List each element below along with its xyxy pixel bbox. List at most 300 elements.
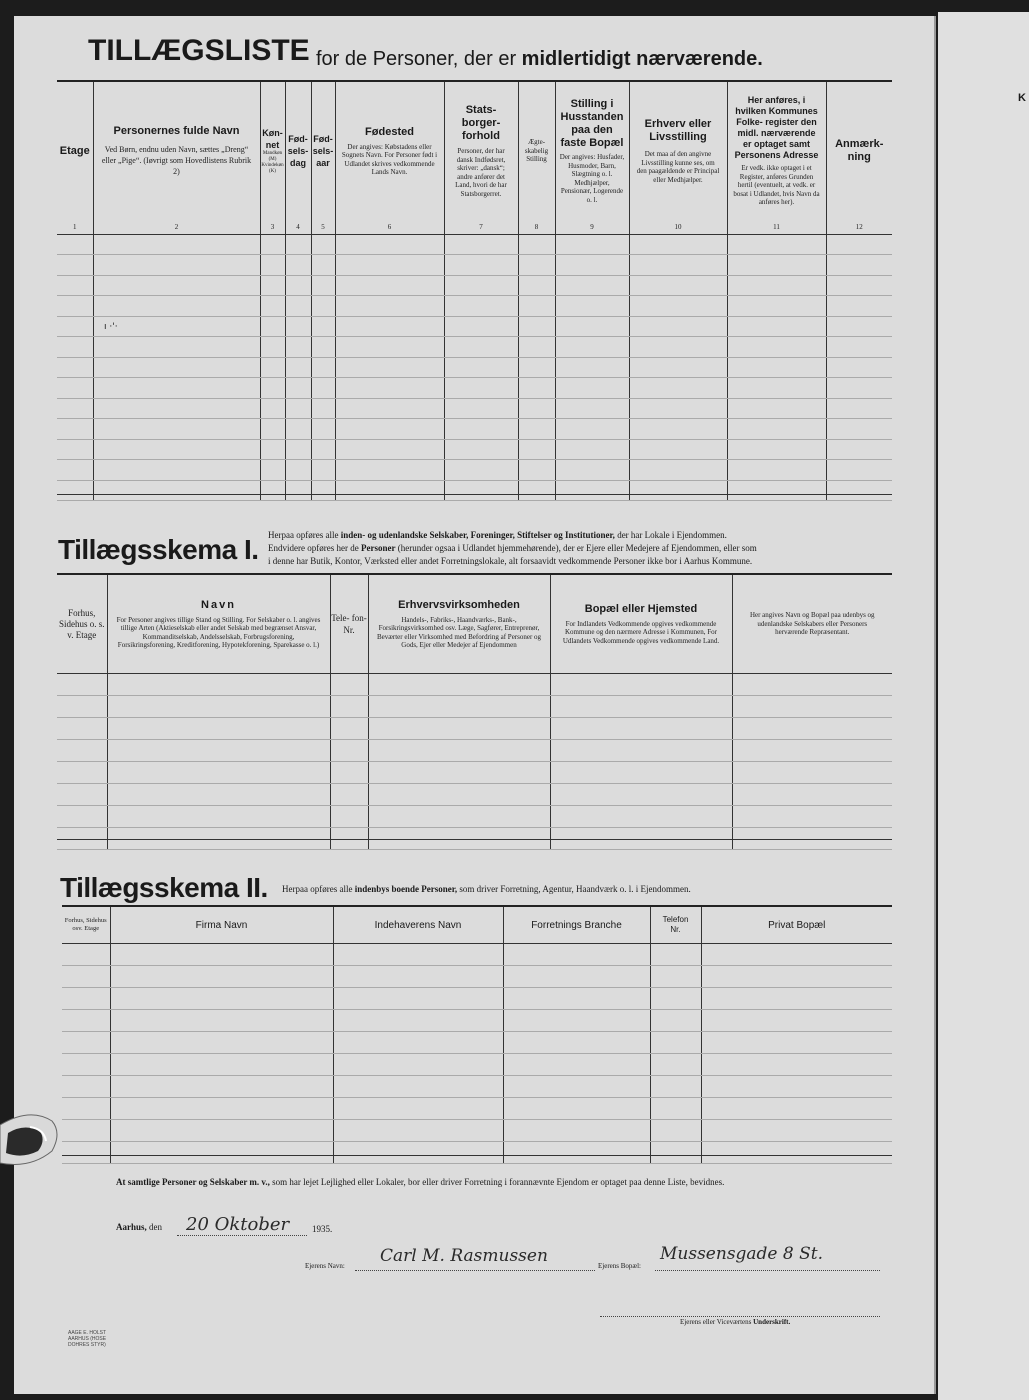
table-cell[interactable] — [727, 234, 826, 255]
table-cell[interactable] — [93, 296, 260, 317]
table-cell[interactable] — [444, 378, 518, 399]
date-line: Aarhus, den — [116, 1222, 163, 1232]
table-cell[interactable] — [333, 1032, 503, 1054]
table-cell[interactable] — [826, 460, 892, 481]
table-cell[interactable] — [503, 1142, 650, 1164]
table-cell[interactable] — [110, 988, 333, 1010]
skema2-description: Herpaa opføres alle indenbys boende Personer, som driver Forretning, Agentur, Haandværk o. l. i Ejendommen. — [282, 884, 691, 894]
table-cell[interactable] — [335, 337, 444, 358]
table-cell[interactable] — [555, 480, 629, 501]
table-cell[interactable] — [107, 718, 330, 740]
table-cell[interactable] — [57, 439, 93, 460]
table-cell[interactable] — [285, 337, 311, 358]
table-cell[interactable] — [62, 944, 110, 966]
table-cell[interactable] — [333, 1120, 503, 1142]
table-row — [62, 1142, 892, 1164]
table-cell[interactable] — [285, 316, 311, 337]
table-cell[interactable] — [555, 255, 629, 276]
table-cell[interactable] — [330, 762, 368, 784]
table-cell[interactable] — [57, 480, 93, 501]
table-cell[interactable] — [555, 439, 629, 460]
table-cell[interactable] — [333, 1010, 503, 1032]
table-cell[interactable] — [518, 460, 555, 481]
table-cell[interactable] — [727, 275, 826, 296]
table-cell[interactable] — [260, 234, 285, 255]
table-cell[interactable] — [518, 357, 555, 378]
table-cell[interactable] — [57, 255, 93, 276]
table-cell[interactable] — [110, 1010, 333, 1032]
table-cell[interactable] — [518, 398, 555, 419]
table-cell[interactable] — [503, 944, 650, 966]
table-cell[interactable] — [550, 718, 732, 740]
table-cell[interactable] — [826, 296, 892, 317]
table-cell[interactable] — [444, 398, 518, 419]
table-cell[interactable] — [650, 944, 701, 966]
table-cell[interactable] — [727, 337, 826, 358]
table-cell[interactable] — [629, 296, 727, 317]
table-cell[interactable] — [57, 337, 93, 358]
table-row — [62, 966, 892, 988]
table-cell[interactable] — [555, 316, 629, 337]
table-cell[interactable] — [285, 234, 311, 255]
skema1-title: Tillægsskema I. — [58, 534, 259, 565]
table-cell[interactable] — [93, 255, 260, 276]
table-cell[interactable] — [518, 255, 555, 276]
table-row — [57, 378, 892, 399]
table-cell[interactable] — [333, 1098, 503, 1120]
table-cell[interactable] — [62, 1032, 110, 1054]
table-cell[interactable] — [732, 762, 892, 784]
table-row — [62, 1010, 892, 1032]
table-cell[interactable] — [93, 337, 260, 358]
table-cell[interactable] — [57, 316, 93, 337]
table-cell[interactable] — [368, 784, 550, 806]
table-row — [57, 784, 892, 806]
table-row — [57, 718, 892, 740]
table-cell[interactable] — [826, 419, 892, 440]
table-cell[interactable] — [62, 1076, 110, 1098]
table-cell[interactable] — [727, 378, 826, 399]
table-cell[interactable] — [57, 275, 93, 296]
table-cell[interactable] — [260, 419, 285, 440]
table-cell[interactable] — [285, 296, 311, 317]
table-cell[interactable] — [335, 316, 444, 337]
table-cell[interactable] — [335, 439, 444, 460]
tillaegsliste-table — [57, 80, 892, 501]
table-cell[interactable] — [62, 1054, 110, 1076]
table-cell[interactable] — [503, 1010, 650, 1032]
table-cell[interactable] — [260, 316, 285, 337]
skema1-header-row: Forhus, Sidehus o. s. v. Etage Navn For Personer angives tillige Stand og Stilling. For Selskaber o. l. angives tillige Arten (Aktieselskab eller andet Selskab med begrænset Ansvar, Kommanditselskab, Andelsselskab, Forbrugsforening, Forsikringsforening, Kreditforening, Hypotekforening, Sparekasse o. l.) Tele- fon- Nr. Erhvervsvirksomheden Handels-, Fabriks-, Haandværks-, Bank-, Forsikringsvirksomhed osv. Læge, Sagfører, Entreprenør, Beværter eller Virksomhed med Befordring af Personer og Gods, Ejer eller Medejer af Ejendommen Bopæl eller Hjemsted For Indlandets Vedkommende opgives vedkommende Kommune og den nærmere Adresse i Kommunen, For Udlandets Vedkommende opgives vedkommende Land. Her angives Navn og Bopæl paa udenbys og udenlandske Selskabers eller Personers herværende Repræsentant. — [57, 574, 892, 674]
table-cell[interactable] — [444, 480, 518, 501]
table-cell[interactable] — [629, 439, 727, 460]
table-cell[interactable] — [93, 316, 260, 337]
table-cell[interactable] — [826, 398, 892, 419]
table-cell[interactable] — [550, 674, 732, 696]
table-cell[interactable] — [518, 439, 555, 460]
table-cell[interactable] — [518, 316, 555, 337]
table-cell[interactable] — [260, 296, 285, 317]
table-cell[interactable] — [650, 1010, 701, 1032]
attestation-statement: At samtlige Personer og Selskaber m. v., som har lejet Lejlighed eller Lokaler, bor eller driver Forretning i forannævnte Ejendom er optaget paa denne Liste, bevidnes. — [116, 1177, 725, 1187]
table-cell[interactable] — [311, 439, 335, 460]
table-cell[interactable] — [555, 337, 629, 358]
table-cell[interactable] — [503, 1076, 650, 1098]
table-cell[interactable] — [444, 419, 518, 440]
table-cell[interactable] — [826, 357, 892, 378]
table-cell[interactable] — [701, 1098, 892, 1120]
table-cell[interactable] — [444, 439, 518, 460]
table-cell[interactable] — [555, 460, 629, 481]
table-cell[interactable] — [335, 398, 444, 419]
table-cell[interactable] — [629, 419, 727, 440]
table-cell[interactable] — [285, 460, 311, 481]
table-cell[interactable] — [311, 316, 335, 337]
table-cell[interactable] — [57, 460, 93, 481]
table-cell[interactable] — [727, 398, 826, 419]
table-cell[interactable] — [93, 234, 260, 255]
skema1-table — [57, 573, 892, 850]
table-cell[interactable] — [518, 480, 555, 501]
table-cell[interactable] — [368, 674, 550, 696]
table-cell[interactable] — [333, 944, 503, 966]
table-cell[interactable] — [650, 988, 701, 1010]
table-cell[interactable] — [550, 806, 732, 828]
table-row — [57, 357, 892, 378]
table-cell[interactable] — [368, 806, 550, 828]
table-cell[interactable] — [650, 1076, 701, 1098]
table-row — [62, 1098, 892, 1120]
table-cell[interactable] — [650, 1142, 701, 1164]
col-head-navn: Personernes fulde Navn — [113, 125, 240, 137]
table-cell[interactable] — [93, 398, 260, 419]
table-row — [62, 988, 892, 1010]
table-cell[interactable] — [333, 1054, 503, 1076]
table-cell[interactable] — [311, 357, 335, 378]
table-cell[interactable] — [368, 696, 550, 718]
table-cell[interactable] — [93, 378, 260, 399]
table-cell[interactable] — [629, 337, 727, 358]
table-row — [57, 398, 892, 419]
table-row — [57, 234, 892, 255]
table-cell[interactable] — [444, 460, 518, 481]
table-cell[interactable] — [110, 1142, 333, 1164]
owner-name-label: Ejerens Navn: — [305, 1262, 345, 1270]
table-cell[interactable] — [650, 1098, 701, 1120]
table-cell[interactable] — [57, 234, 93, 255]
table-cell[interactable] — [701, 1076, 892, 1098]
table-cell[interactable] — [335, 255, 444, 276]
table-cell[interactable] — [503, 1120, 650, 1142]
table-cell[interactable] — [555, 378, 629, 399]
table-cell[interactable] — [701, 966, 892, 988]
table-row — [57, 740, 892, 762]
table-row — [57, 762, 892, 784]
table-cell[interactable] — [444, 234, 518, 255]
table-cell[interactable] — [629, 480, 727, 501]
table-cell[interactable] — [444, 255, 518, 276]
table-cell[interactable] — [335, 275, 444, 296]
year: 1935. — [312, 1224, 333, 1234]
table-cell[interactable] — [57, 740, 107, 762]
list-bottom-rule — [57, 494, 892, 495]
skema2-title: Tillægsskema II. — [60, 872, 268, 903]
table-cell[interactable] — [727, 439, 826, 460]
table-cell[interactable] — [335, 480, 444, 501]
table-cell[interactable] — [311, 296, 335, 317]
table-cell[interactable] — [57, 784, 107, 806]
table-cell[interactable] — [57, 718, 107, 740]
printer-imprint: AAGE E. HOLST AARHUS (HOSE DOHRES STYR) — [68, 1330, 107, 1348]
skema2-header-row: Forhus, Sidehus osv. Etage Firma Navn Indehaverens Navn Forretnings Branche Telefon Nr. Privat Bopæl — [62, 906, 892, 944]
table-cell[interactable] — [260, 439, 285, 460]
table-cell[interactable] — [93, 275, 260, 296]
table-cell[interactable] — [444, 316, 518, 337]
table-cell[interactable] — [260, 398, 285, 419]
table-cell[interactable] — [260, 480, 285, 501]
table-cell[interactable] — [701, 1120, 892, 1142]
table-cell[interactable] — [629, 275, 727, 296]
table-cell[interactable] — [285, 480, 311, 501]
table-cell[interactable] — [518, 275, 555, 296]
table-cell[interactable] — [629, 357, 727, 378]
table-cell[interactable] — [260, 337, 285, 358]
table-cell[interactable] — [110, 966, 333, 988]
table-cell[interactable] — [311, 460, 335, 481]
table-cell[interactable] — [444, 357, 518, 378]
table-cell[interactable] — [57, 357, 93, 378]
table-cell[interactable] — [330, 806, 368, 828]
owner-address-handwritten: Mussensgade 8 St. — [660, 1244, 824, 1264]
table-cell[interactable] — [826, 275, 892, 296]
table-cell[interactable] — [330, 674, 368, 696]
list-header-row: Etage Personernes fulde Navn Ved Børn, endnu uden Navn, sættes „Dreng“ eller „Pige“. (Iøvrigt som Hovedlistens Rubrik 2) Køn- net Mandkøn (M) Kvindekøn (K) Fød- sels- dag Fød- sels- aar Fødested Der angives: Købstadens eller Sognets Navn. For Personer født i Udlandet skrives vedkommende Lands Navn. Stats- borger- forhold Personer, der har dansk Indfødsret, skriver: „dansk“; andre anfører det Land, hvori de har Statsborgerret. Ægte- skabelig Stilling Stilling i Husstanden paa den faste Bopæl Der angives: Husfader, Husmoder, Barn, Slægtning o. l. Medhjælper, Pensionær, Logerende o. l. Erhverv eller Livsstilling Det maa af den angivne Livsstilling kunne ses, om den paagældende er Principal eller Medhjælper. Her anføres, i hvilken Kommunes Folke- register den midl. nærværende er optaget samt Personens Adresse Er vedk. ikke optaget i et Register, anføres Grunden hertil (eventuelt, at vedk. er bosat i Udlandet, hvis Navn da anføres her). Anmærk- ning — [57, 81, 892, 220]
table-cell[interactable] — [110, 944, 333, 966]
table-cell[interactable] — [57, 696, 107, 718]
table-cell[interactable] — [311, 398, 335, 419]
table-cell[interactable] — [57, 674, 107, 696]
table-cell[interactable] — [57, 806, 107, 828]
table-cell[interactable] — [335, 234, 444, 255]
table-cell[interactable] — [727, 357, 826, 378]
table-cell[interactable] — [503, 966, 650, 988]
table-row — [57, 296, 892, 317]
table-cell[interactable] — [368, 718, 550, 740]
table-cell[interactable] — [110, 1120, 333, 1142]
table-cell[interactable] — [335, 460, 444, 481]
table-cell[interactable] — [503, 1054, 650, 1076]
table-row — [57, 674, 892, 696]
table-cell[interactable] — [550, 740, 732, 762]
table-cell[interactable] — [629, 398, 727, 419]
table-cell[interactable] — [826, 337, 892, 358]
table-cell[interactable] — [285, 378, 311, 399]
table-cell[interactable] — [518, 378, 555, 399]
table-cell[interactable] — [555, 357, 629, 378]
table-cell[interactable] — [550, 762, 732, 784]
table-cell[interactable] — [629, 460, 727, 481]
table-cell[interactable] — [503, 1098, 650, 1120]
table-cell[interactable] — [727, 296, 826, 317]
table-cell[interactable] — [62, 1010, 110, 1032]
table-cell[interactable] — [110, 1032, 333, 1054]
table-cell[interactable] — [93, 460, 260, 481]
table-cell[interactable] — [826, 480, 892, 501]
table-cell[interactable] — [330, 718, 368, 740]
table-cell[interactable] — [555, 398, 629, 419]
table-cell[interactable] — [110, 1098, 333, 1120]
table-cell[interactable] — [311, 378, 335, 399]
table-cell[interactable] — [444, 296, 518, 317]
table-cell[interactable] — [62, 988, 110, 1010]
table-cell[interactable] — [701, 1142, 892, 1164]
table-cell[interactable] — [550, 696, 732, 718]
table-cell[interactable] — [518, 234, 555, 255]
table-cell[interactable] — [732, 718, 892, 740]
table-cell[interactable] — [732, 784, 892, 806]
table-cell[interactable] — [311, 234, 335, 255]
table-cell[interactable] — [727, 255, 826, 276]
table-row — [57, 275, 892, 296]
table-cell[interactable] — [335, 296, 444, 317]
table-cell[interactable] — [311, 275, 335, 296]
table-cell[interactable] — [444, 275, 518, 296]
table-cell[interactable] — [335, 378, 444, 399]
table-cell[interactable] — [732, 806, 892, 828]
table-cell[interactable] — [826, 255, 892, 276]
table-cell[interactable] — [285, 357, 311, 378]
table-row — [57, 255, 892, 276]
table-cell[interactable] — [650, 1032, 701, 1054]
table-cell[interactable] — [57, 378, 93, 399]
table-cell[interactable] — [330, 696, 368, 718]
table-row — [57, 419, 892, 440]
table-cell[interactable] — [260, 460, 285, 481]
table-cell[interactable] — [93, 480, 260, 501]
table-cell[interactable] — [550, 784, 732, 806]
table-cell[interactable] — [107, 784, 330, 806]
table-cell[interactable] — [629, 255, 727, 276]
table-cell[interactable] — [311, 337, 335, 358]
skema2-table — [62, 905, 892, 1164]
table-cell[interactable] — [629, 378, 727, 399]
table-cell[interactable] — [650, 966, 701, 988]
table-cell[interactable] — [333, 1076, 503, 1098]
table-cell[interactable] — [260, 255, 285, 276]
table-cell[interactable] — [727, 480, 826, 501]
table-cell[interactable] — [727, 460, 826, 481]
table-cell[interactable] — [285, 398, 311, 419]
list-body — [57, 234, 892, 501]
table-cell[interactable] — [555, 275, 629, 296]
table-cell[interactable] — [57, 398, 93, 419]
table-cell[interactable] — [260, 378, 285, 399]
table-cell[interactable] — [727, 419, 826, 440]
table-cell[interactable] — [110, 1054, 333, 1076]
table-cell[interactable] — [555, 419, 629, 440]
table-cell[interactable] — [503, 1032, 650, 1054]
table-cell[interactable] — [260, 275, 285, 296]
table-cell[interactable] — [285, 255, 311, 276]
col-head-etage: Etage — [59, 144, 90, 157]
table-row — [57, 696, 892, 718]
table-row — [62, 1032, 892, 1054]
table-cell[interactable] — [629, 316, 727, 337]
table-cell[interactable] — [333, 966, 503, 988]
table-cell[interactable] — [57, 762, 107, 784]
table-cell[interactable] — [107, 674, 330, 696]
table-cell[interactable] — [93, 357, 260, 378]
table-cell[interactable] — [311, 419, 335, 440]
table-cell[interactable] — [650, 1120, 701, 1142]
skema2-body — [62, 944, 892, 1164]
table-cell[interactable] — [701, 1010, 892, 1032]
table-cell[interactable] — [285, 439, 311, 460]
table-cell[interactable] — [311, 255, 335, 276]
table-cell[interactable] — [826, 234, 892, 255]
table-cell[interactable] — [93, 439, 260, 460]
table-cell[interactable] — [518, 419, 555, 440]
table-cell[interactable] — [701, 944, 892, 966]
table-cell[interactable] — [518, 296, 555, 317]
table-cell[interactable] — [826, 439, 892, 460]
owner-name-handwritten: Carl M. Rasmussen — [380, 1246, 548, 1266]
table-cell[interactable] — [368, 740, 550, 762]
table-cell[interactable] — [93, 419, 260, 440]
table-cell[interactable] — [57, 296, 93, 317]
table-cell[interactable] — [107, 762, 330, 784]
table-cell[interactable] — [330, 740, 368, 762]
table-cell[interactable] — [555, 296, 629, 317]
table-cell[interactable] — [732, 740, 892, 762]
table-cell[interactable] — [701, 1032, 892, 1054]
table-cell[interactable] — [701, 988, 892, 1010]
table-cell[interactable] — [335, 357, 444, 378]
table-cell[interactable] — [107, 806, 330, 828]
table-cell[interactable] — [732, 696, 892, 718]
table-cell[interactable] — [57, 419, 93, 440]
table-cell[interactable] — [555, 234, 629, 255]
table-cell[interactable] — [650, 1054, 701, 1076]
table-cell[interactable] — [732, 674, 892, 696]
table-cell[interactable] — [826, 378, 892, 399]
table-cell[interactable] — [444, 337, 518, 358]
table-cell[interactable] — [368, 762, 550, 784]
table-cell[interactable] — [335, 419, 444, 440]
table-cell[interactable] — [826, 316, 892, 337]
table-cell[interactable] — [110, 1076, 333, 1098]
table-cell[interactable] — [333, 988, 503, 1010]
table-row — [62, 1120, 892, 1142]
table-cell[interactable] — [311, 480, 335, 501]
table-cell[interactable] — [701, 1054, 892, 1076]
stray-mark: ı ·'· — [104, 322, 118, 332]
table-cell[interactable] — [285, 419, 311, 440]
table-cell[interactable] — [107, 696, 330, 718]
table-row — [57, 806, 892, 828]
date-handwritten: 20 Oktober — [186, 1214, 290, 1235]
table-cell[interactable] — [62, 966, 110, 988]
table-cell[interactable] — [727, 316, 826, 337]
table-cell[interactable] — [107, 740, 330, 762]
table-cell[interactable] — [285, 275, 311, 296]
table-cell[interactable] — [260, 357, 285, 378]
table-cell[interactable] — [333, 1142, 503, 1164]
table-cell[interactable] — [503, 988, 650, 1010]
table-cell[interactable] — [330, 784, 368, 806]
table-cell[interactable] — [518, 337, 555, 358]
table-cell[interactable] — [629, 234, 727, 255]
